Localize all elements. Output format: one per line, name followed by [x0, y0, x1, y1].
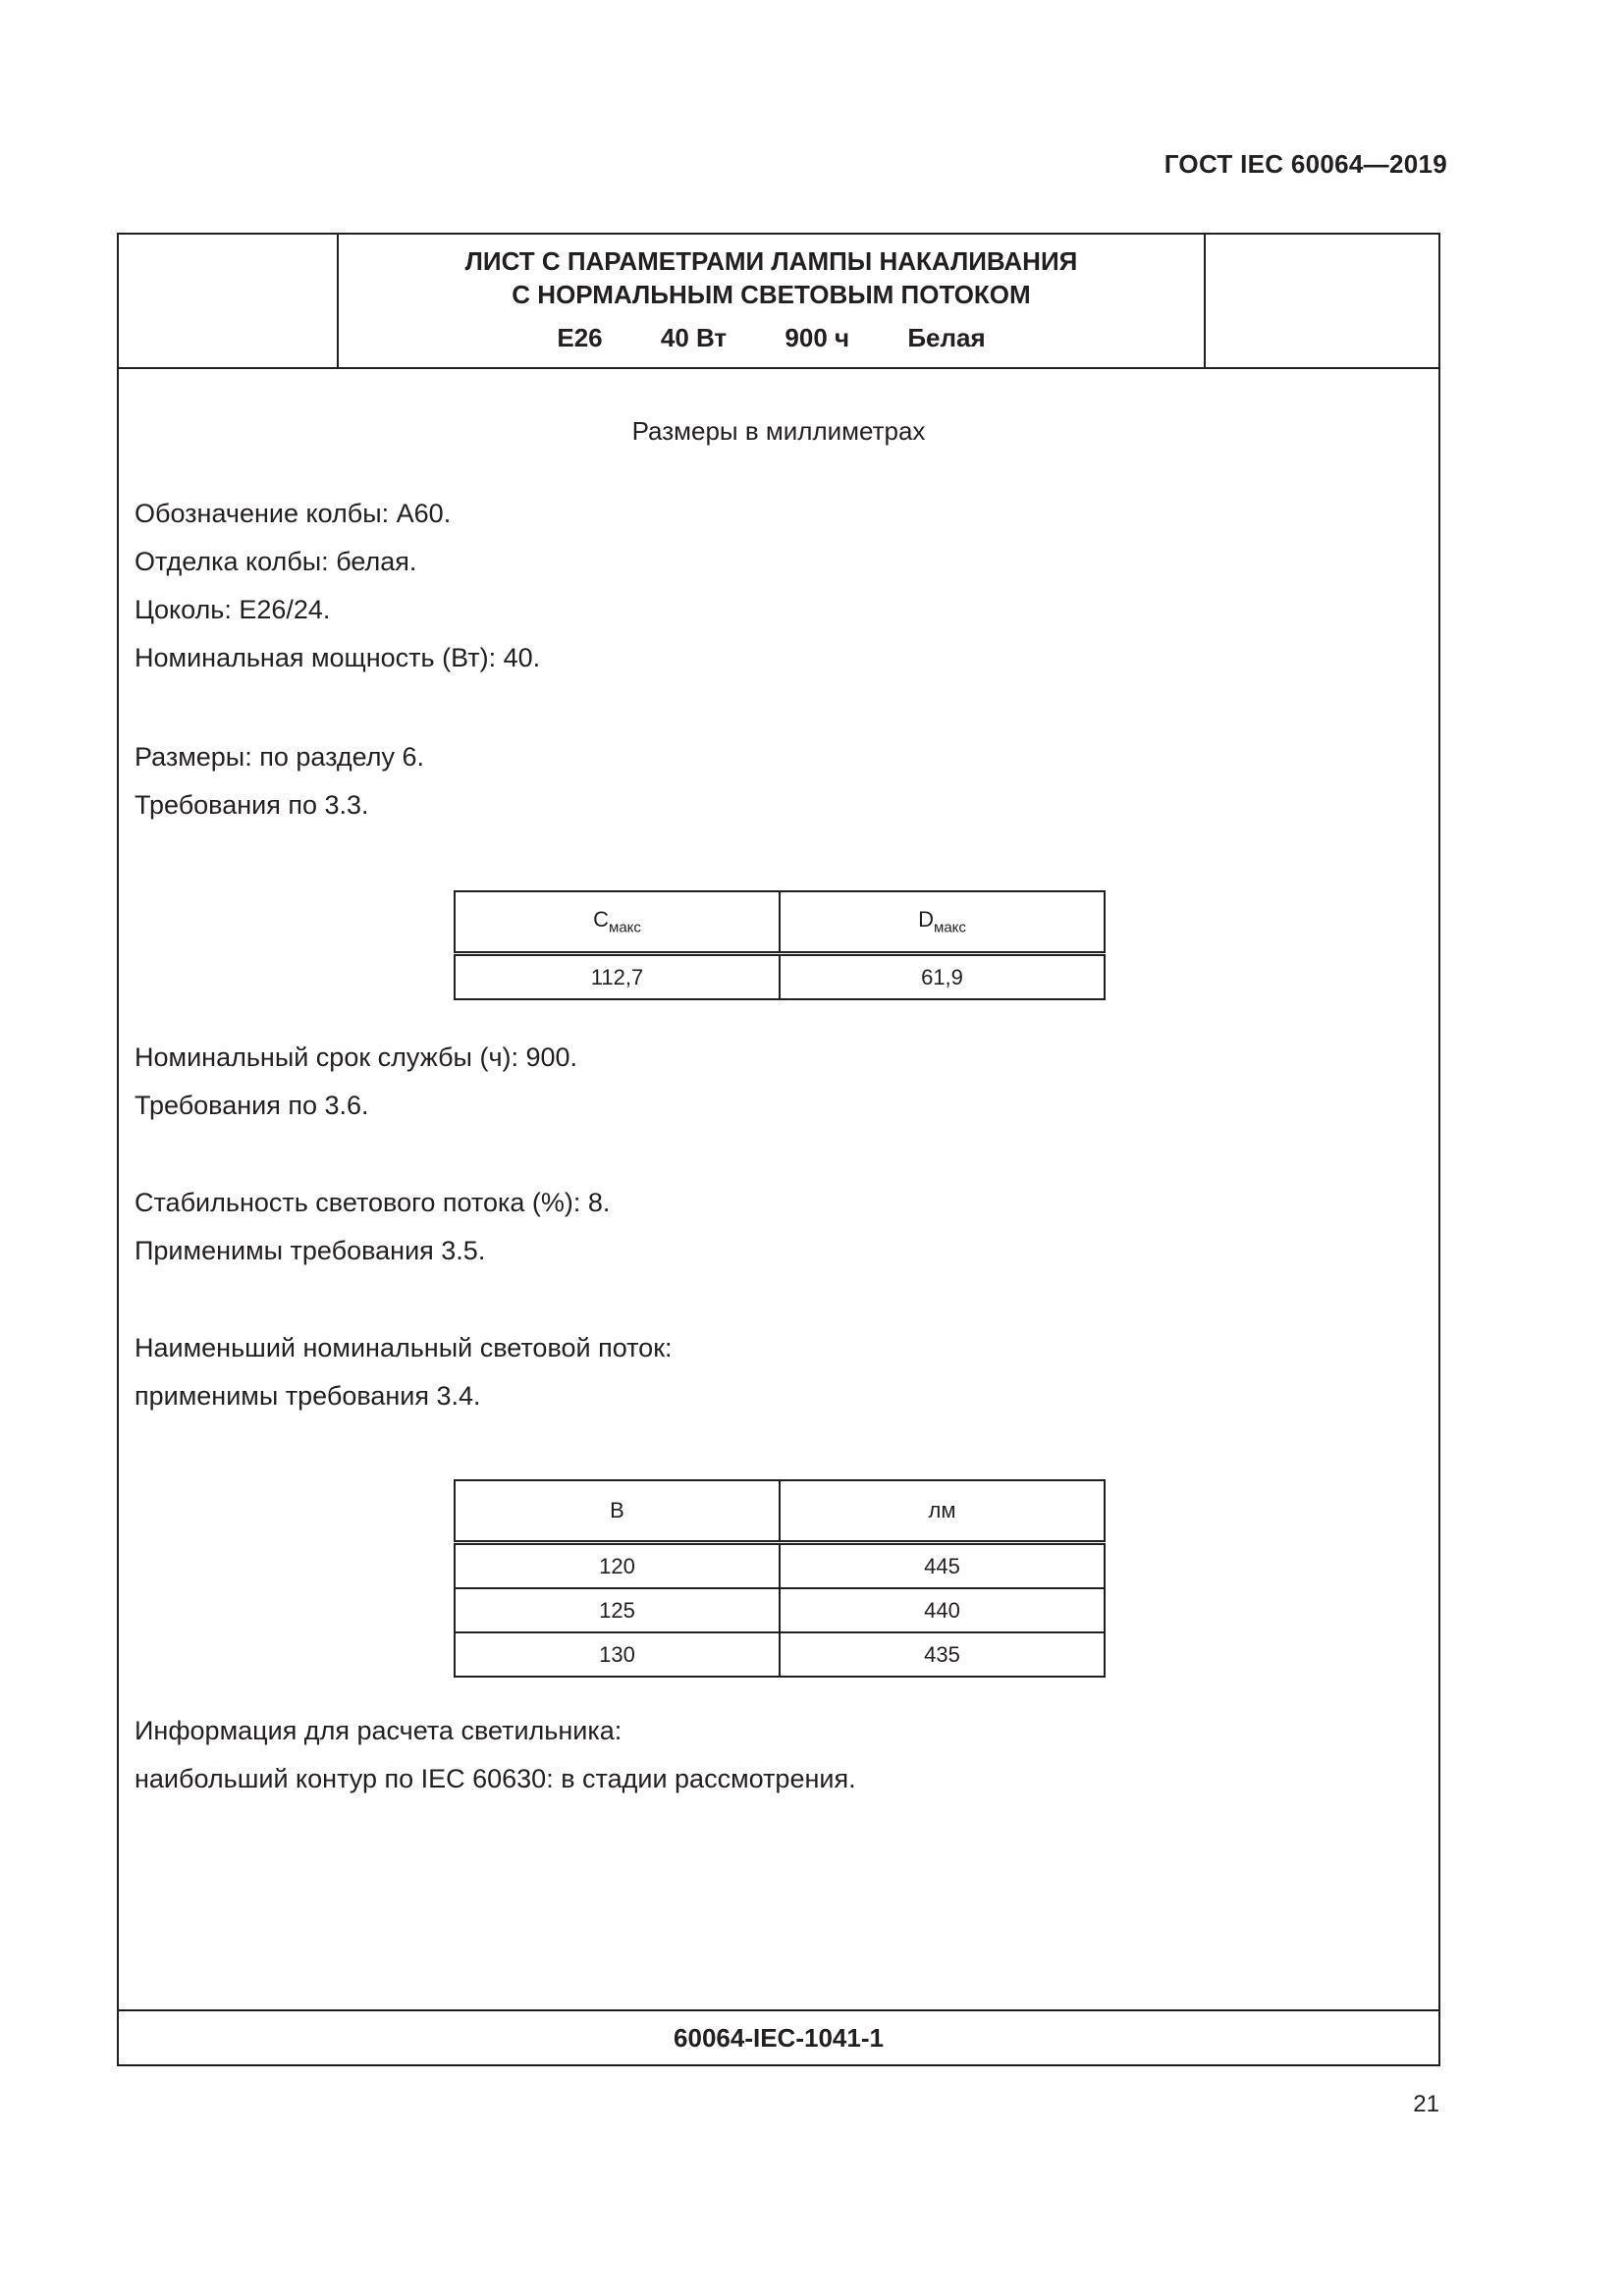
col-lumens: лм: [780, 1480, 1105, 1543]
table-header-row: [455, 1480, 1105, 1543]
param-cap: E26: [557, 323, 603, 352]
header-title-cell: [339, 235, 1204, 367]
table-row: [455, 1588, 1105, 1632]
bulb-info-group: [135, 490, 540, 682]
table-header-row: [455, 891, 1105, 954]
sheet-code: 60064-IEC-1041-1: [119, 2009, 1438, 2064]
sheet-header: [119, 235, 1438, 369]
flux-stability: Стабильность светового потока (%): 8.: [135, 1188, 611, 1217]
min-flux: Наименьший номинальный световой поток:: [135, 1333, 673, 1362]
max-outline: наибольший контур по IEC 60630: в стадии рассмотрения.: [135, 1764, 856, 1793]
dimensions-req: Требования по 3.3.: [135, 790, 369, 820]
luminaire-info: Информация для расчета светильника:: [135, 1716, 623, 1745]
cell-d-max: 61,9: [780, 954, 1105, 1000]
cell-lumens: 445: [780, 1543, 1105, 1589]
dimensions-table: [454, 890, 1106, 1000]
col-d-max: $D_{макс}$: [780, 891, 1105, 954]
header-right-cell: [1204, 235, 1438, 367]
dimensions-ref: Размеры: по разделу 6.: [135, 742, 425, 772]
rated-power: Номинальная мощность (Вт): 40.: [135, 643, 541, 672]
bulb-finish: Отделка колбы: белая.: [135, 547, 417, 576]
dimensions-group: [135, 733, 424, 829]
param-finish: Белая: [907, 323, 986, 352]
standard-id: ГОСТ IEC 60064—2019: [1164, 149, 1447, 179]
min-flux-req: применимы требования 3.4.: [135, 1381, 481, 1411]
table-row: [455, 1632, 1105, 1677]
flux-table: [454, 1479, 1106, 1678]
life-req: Требования по 3.6.: [135, 1091, 369, 1120]
sheet-title-line2: С НОРМАЛЬНЫМ СВЕТОВЫМ ПОТОКОМ: [512, 280, 1031, 309]
col-c-max: $C_{макс}$: [455, 891, 780, 954]
cap-type: Цоколь: Е26/24.: [135, 595, 331, 624]
parameter-sheet-frame: [117, 233, 1440, 2066]
min-flux-group: [135, 1324, 673, 1420]
flux-stability-group: [135, 1179, 610, 1275]
sheet-title-line1: ЛИСТ С ПАРАМЕТРАМИ ЛАМПЫ НАКАЛИВАНИЯ: [464, 246, 1078, 276]
life-group: [135, 1034, 577, 1130]
lamp-params: [339, 323, 1204, 353]
bulb-designation: Обозначение колбы: А60.: [135, 499, 452, 528]
table-row: [455, 1543, 1105, 1589]
cell-voltage: 130: [455, 1632, 780, 1677]
col-voltage: В: [455, 1480, 780, 1543]
cell-lumens: 435: [780, 1632, 1105, 1677]
units-note: Размеры в миллиметрах: [631, 416, 926, 446]
flux-stability-req: Применимы требования 3.5.: [135, 1236, 486, 1265]
param-power: 40 Вт: [660, 323, 728, 352]
table-row: [455, 954, 1105, 1000]
cell-c-max: 112,7: [455, 954, 780, 1000]
param-life: 900 ч: [785, 323, 850, 352]
cell-voltage: 125: [455, 1588, 780, 1632]
cell-lumens: 440: [780, 1588, 1105, 1632]
cell-voltage: 120: [455, 1543, 780, 1589]
luminaire-info-group: [135, 1707, 856, 1803]
rated-life: Номинальный срок службы (ч): 900.: [135, 1042, 578, 1072]
header-left-cell: [119, 235, 339, 367]
page-number: 21: [1413, 2091, 1439, 2117]
